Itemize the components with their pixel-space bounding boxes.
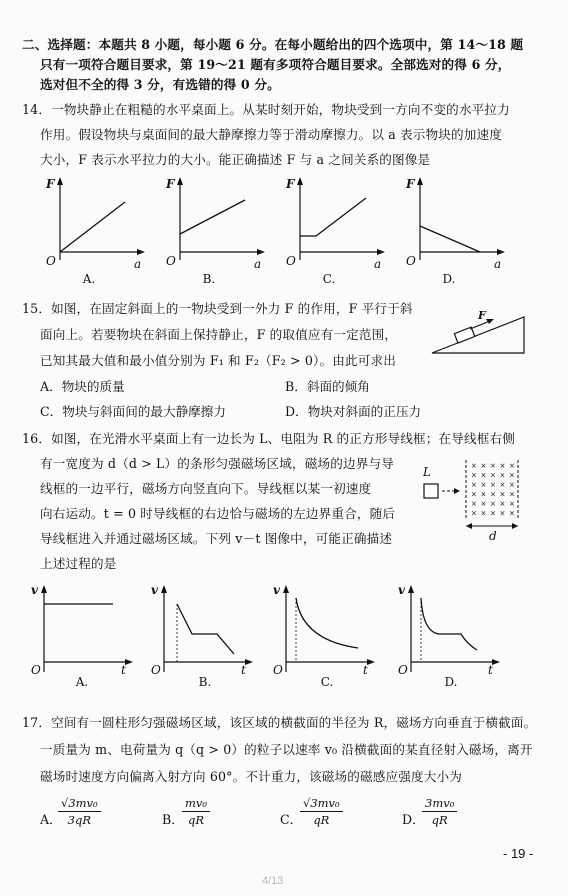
field-cross-mark: × (509, 481, 515, 489)
q14-c-origin: O (286, 254, 296, 268)
field-cross-mark: × (499, 462, 506, 470)
q17-line2: 一质量为 m、电荷量为 q（q > 0）的粒子以速率 v₀ 沿横截面的某直径射入磁场，离开 (40, 742, 533, 757)
q16-line4: 向右运动。t = 0 时导线框的右边恰与磁场的左边界重合，随后 (40, 506, 396, 521)
q15-option-c: C．物块与斜面间的最大静摩擦力 (40, 404, 226, 419)
q14-graph-c (280, 172, 390, 272)
q16-a-y-label: v (31, 583, 38, 597)
q14-a-x-label: a (134, 257, 142, 271)
q17-option-c-numerator: √3mv₀ (300, 796, 343, 812)
q14-graph-b (160, 172, 270, 272)
q17-option-b-numerator: mv₀ (182, 796, 210, 812)
q14-d-origin: O (406, 254, 416, 268)
q15-line3: 已知其最大值和最小值分别为 F₁ 和 F₂（F₂ > 0）。由此可求出 (40, 353, 396, 368)
q15-option-a: A．物块的质量 (40, 379, 125, 394)
q14-option-b-label: B. (202, 272, 216, 286)
q17-option-d-label: D． (402, 812, 425, 827)
section-header-line1: 二、选择题：本题共 8 小题，每小题 6 分。在每小题给出的四个选项中，第 14～18 题 (22, 37, 524, 52)
section-header-line2: 只有一项符合题目要求，第 19～21 题有多项符合题目要求。全部选对的得 6 分， (40, 57, 511, 72)
q16-d-x-label: t (488, 663, 493, 677)
q17-option-a-denominator: 3qR (67, 813, 91, 827)
field-cross-mark: × (480, 500, 487, 508)
q16-b-origin: O (151, 663, 161, 677)
q16-graph-a (30, 582, 140, 682)
q14-b-y-label: F (166, 177, 175, 191)
field-cross-mark: × (480, 509, 487, 518)
q14-option-c-label: C. (322, 272, 336, 286)
q15-force-label: F (478, 309, 486, 322)
field-cross-mark: × (509, 509, 515, 518)
q16-option-a-label: A. (75, 675, 89, 689)
field-cross-mark: × (509, 471, 515, 480)
field-cross-mark: × (490, 471, 496, 480)
q14-line3: 大小，F 表示水平拉力的大小。能正确描述 F 与 a 之间关系的图像是 (40, 152, 431, 167)
field-cross-mark: × (471, 509, 477, 518)
q16-field-crosses (471, 462, 515, 518)
q16-a-origin: O (31, 663, 41, 677)
q17-option-c-label: C． (280, 812, 303, 827)
q16-graph-d (397, 582, 507, 682)
field-cross-mark: × (471, 500, 477, 508)
field-cross-mark: × (471, 471, 477, 480)
field-cross-mark: × (499, 490, 506, 499)
q14-option-d-label: D. (442, 272, 456, 286)
q17-option-c-denominator: qR (313, 813, 330, 827)
q17-line1: 17．空间有一圆柱形匀强磁场区域，该区域的横截面的半径为 R，磁场方向垂直于横截面。 (22, 715, 537, 730)
field-cross-mark: × (490, 462, 496, 470)
q16-option-c-label: C. (320, 675, 334, 689)
q14-d-y-label: F (406, 177, 415, 191)
q16-wire-frame (424, 484, 438, 498)
q15-option-d: D．物块对斜面的正压力 (285, 404, 422, 419)
footer-page-count: 4/13 (262, 875, 284, 887)
q14-a-origin: O (46, 254, 56, 268)
field-cross-mark: × (509, 500, 515, 508)
q16-option-b-label: B. (198, 675, 212, 689)
q16-a-x-label: t (121, 663, 126, 677)
q17-option-d-fraction (422, 796, 457, 827)
q15-incline-figure (428, 305, 528, 357)
field-cross-mark: × (490, 490, 496, 499)
q14-b-x-label: a (254, 257, 262, 271)
q15-line2: 面向上。若要物块在斜面上保持静止，F 的取值应有一定范围， (40, 327, 398, 342)
field-cross-mark: × (471, 490, 477, 499)
field-cross-mark: × (499, 481, 506, 489)
q15-line1: 15．如图，在固定斜面上的一物块受到一外力 F 的作用，F 平行于斜 (22, 301, 413, 316)
q17-option-b-denominator: qR (187, 813, 205, 827)
q14-d-x-label: a (494, 257, 502, 271)
field-cross-mark: × (509, 490, 515, 499)
q17-option-b-fraction (182, 796, 210, 827)
q16-option-d-label: D. (444, 675, 458, 689)
field-cross-mark: × (480, 471, 487, 480)
q16-line3: 线框的一边平行，磁场方向竖直向下。导线框以某一初速度 (40, 481, 372, 496)
q14-line1: 14．一物块静止在粗糙的水平桌面上。从某时刻开始，物块受到一方向不变的水平拉力 (22, 102, 510, 117)
field-cross-mark: × (480, 481, 487, 489)
q17-option-c-fraction (300, 796, 343, 827)
q16-c-y-label: v (273, 583, 280, 597)
q14-a-y-label: F (46, 177, 55, 191)
q17-option-a-fraction (58, 796, 101, 827)
field-cross-mark: × (480, 462, 487, 470)
q16-line2: 有一宽度为 d（d > L）的条形匀强磁场区域，磁场的边界与导 (40, 456, 394, 471)
q17-line3: 磁场时速度方向偏离入射方向 60°。不计重力，该磁场的磁感应强度大小为 (40, 769, 462, 784)
q16-L-label: L (423, 465, 431, 479)
q16-line1: 16．如图，在光滑水平桌面上有一边长为 L、电阻为 R 的正方形导线框；在导线框右侧 (22, 431, 515, 446)
q17-option-a-label: A． (40, 812, 62, 827)
q17-option-d-numerator: 3mv₀ (422, 796, 457, 812)
page-number: - 19 - (503, 846, 534, 861)
q15-block (454, 327, 474, 343)
section-header-line3: 选对但不全的得 3 分，有选错的得 0 分。 (40, 77, 280, 92)
field-cross-mark: × (499, 509, 506, 518)
q14-graph-a (40, 172, 150, 272)
field-cross-mark: × (499, 500, 506, 508)
q16-b-x-label: t (241, 663, 246, 677)
q16-field-figure (420, 452, 530, 542)
q16-d-label: d (489, 529, 497, 543)
q16-c-x-label: t (363, 663, 368, 677)
q16-c-origin: O (273, 663, 283, 677)
q16-line6: 上述过程的是 (40, 556, 117, 571)
q14-b-origin: O (166, 254, 176, 268)
q15-option-b: B．斜面的倾角 (285, 379, 370, 394)
q14-option-a-label: A. (82, 272, 96, 286)
q16-graph-c (272, 582, 382, 682)
field-cross-mark: × (490, 481, 496, 489)
q14-line2: 作用。假设物块与桌面间的最大静摩擦力等于滑动摩擦力。以 a 表示物块的加速度 (40, 127, 502, 142)
field-cross-mark: × (480, 490, 487, 499)
field-cross-mark: × (490, 500, 496, 508)
field-cross-mark: × (499, 471, 506, 480)
q14-graph-d (400, 172, 510, 272)
q16-b-y-label: v (151, 583, 158, 597)
field-cross-mark: × (471, 481, 477, 489)
q14-c-x-label: a (374, 257, 382, 271)
q17-option-d-denominator: qR (431, 813, 448, 827)
q14-c-y-label: F (286, 177, 295, 191)
field-cross-mark: × (509, 462, 515, 470)
q16-line5: 导线框进入并通过磁场区域。下列 v－t 图像中，可能正确描述 (40, 531, 393, 546)
q16-d-origin: O (398, 663, 408, 677)
q17-option-b-label: B． (162, 812, 184, 827)
field-cross-mark: × (490, 509, 496, 518)
field-cross-mark: × (471, 462, 477, 470)
q17-option-a-numerator: √3mv₀ (58, 796, 101, 812)
q16-graph-b (150, 582, 260, 682)
q16-d-y-label: v (398, 583, 405, 597)
